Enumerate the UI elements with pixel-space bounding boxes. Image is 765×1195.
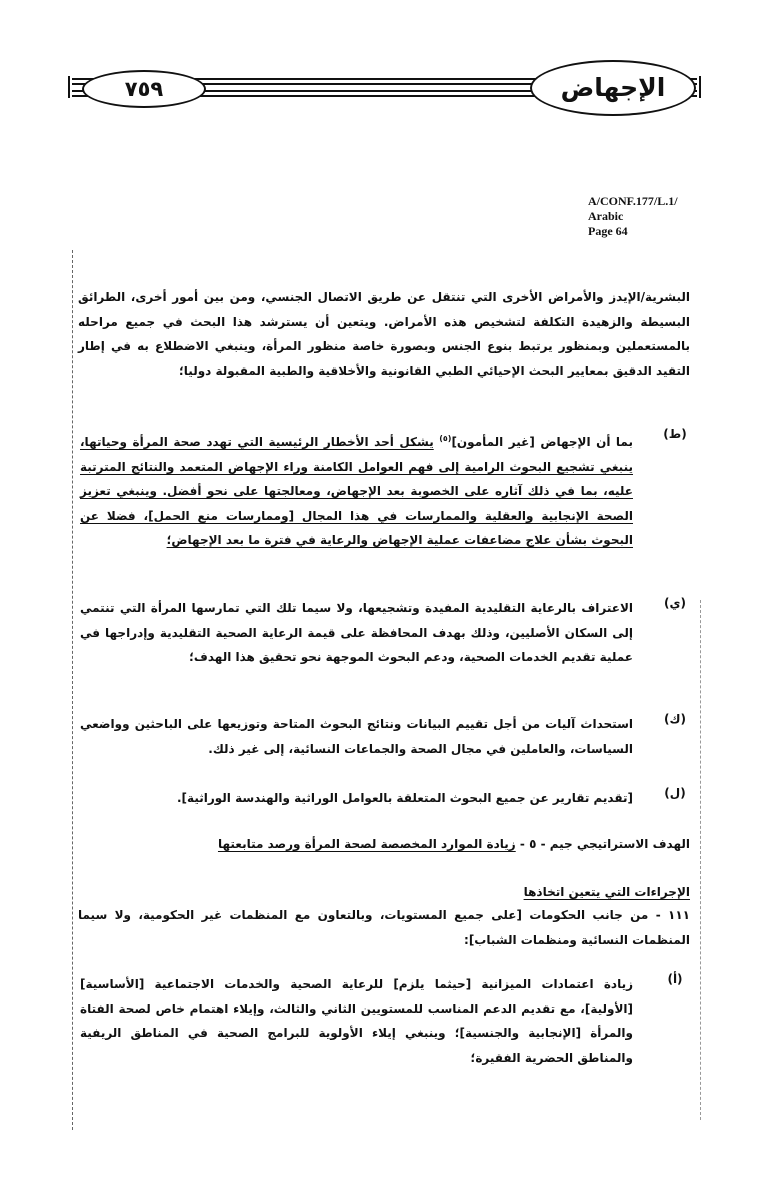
footnote-marker: (٥)	[439, 434, 452, 443]
running-title: الإجهاض	[530, 60, 696, 116]
item-label: (ك)	[664, 712, 686, 726]
intro-paragraph-text: البشرية/الإيدز والأمراض الأخرى التي تنتقل عن طريق الاتصال الجنسي، ومن بين أمور أخرى، الطرائق البسيطة والزهيدة التكلفة لتشخيص هذه الأمراض. ويتعين أن يسترشد هذا البحث في جميع مراحله بالمستعملين وبمنظور يرتبط بنوع الجنس وبصورة خاصة منظور المرأة، وينبغي الاضطلاع به في إطار التقيد الدقيق بمعايير البحث الإحيائي الطبي القانونية والأخلاقية والطبية المقبولة دوليا؛	[78, 290, 690, 378]
section-heading	[400, 880, 690, 904]
intro-paragraph	[78, 285, 690, 383]
paragraph-111: ١١١ - من جانب الحكومات [على جميع المستويات، وبالتعاون مع المنظمات غير الحكومية، ولا سيما المنظمات النسائية ومنظمات الشباب]:	[78, 908, 690, 947]
left-margin-line	[72, 250, 73, 1130]
document-symbol: A/CONF.177/L.1/	[588, 194, 678, 208]
item-text: زيادة اعتمادات الميزانية [حيثما يلزم] للرعاية الصحية والخدمات الاجتماعية [الأساسية] [الأولية]، مع تقديم الدعم المناسب للمستويين الثاني والثالث، وإيلاء اهتمام خاص لصحة الفتاة والمرأة [الإنجابية والجنسية]؛ وينبغي إيلاء الأولوية للبرامج الصحية في المناطق الريفية والمناطق الحضرية الفقيرة؛	[80, 977, 633, 1065]
item-text: [تقديم تقارير عن جميع البحوث المتعلقة بالعوامل الوراثية والهندسة الوراثية].	[177, 791, 633, 805]
document-language: Arabic	[588, 209, 624, 223]
strategic-objective	[130, 832, 690, 856]
item-text	[80, 427, 633, 553]
item-label: (ل)	[664, 786, 686, 800]
item-text-plain: بما أن الإجهاض [غير المأمون]	[451, 435, 633, 449]
document-page: Page 64	[588, 224, 628, 238]
list-item	[80, 712, 695, 762]
item-label: (ي)	[664, 596, 686, 610]
item-text-underlined: يشكل أحد الأخطار الرئيسية التي تهدد صحة المرأة وحياتها، ينبغي تشجيع البحوث الرامية إلى فهم العوامل الكامنة وراء الإجهاض المتعمد والنتائج المترتبة عليه، بما في ذلك آثاره على الخصوبة بعد الإجهاض، ومعالجتها على نحو أفضل. وينبغي تعزيز الصحة الإنجابية والعقلية والممارسات في هذا المجال [وممارسات منع الحمل]، فضلا عن البحوث بشأن علاج مضاعفات عملية الإجهاض والرعاية في فترة ما بعد الإجهاض؛	[80, 435, 633, 547]
list-item	[80, 972, 695, 1102]
list-item	[80, 786, 695, 812]
document-reference	[588, 194, 678, 239]
item-text: استحداث آليات من أجل تقييم البيانات ونتائج البحوث المتاحة وتوزيعها على الباحثين وواضعي السياسات، والعاملين في مجال الصحة والجماعات النسائية، إلى غير ذلك.	[80, 717, 633, 756]
objective-title: زيادة الموارد المخصصة لصحة المرأة ورصد متابعتها	[217, 837, 516, 851]
objective-prefix: الهدف الاستراتيجي جيم - ٥ -	[519, 837, 690, 851]
item-label: (أ)	[667, 972, 683, 986]
list-item	[80, 427, 695, 577]
banner-end-left	[68, 76, 78, 98]
item-label: (ط)	[663, 427, 687, 441]
header-banner	[72, 60, 697, 130]
right-margin-line	[700, 600, 701, 1120]
list-item	[80, 596, 695, 696]
page-number: ٧٥٩	[82, 70, 206, 108]
item-text: الاعتراف بالرعاية التقليدية المفيدة وتشجيعها، ولا سيما تلك التي تمارسها المرأة التي تنتمي إلى السكان الأصليين، وذلك بهدف المحافظة على قيمة الرعاية الصحية التقليدية وإدراجها في عملية تقديم الخدمات الصحية، ودعم البحوث الموجهة نحو تحقيق هذا الهدف؛	[80, 601, 633, 664]
actions-heading: الإجراءات التي يتعين اتخاذها	[523, 885, 690, 899]
